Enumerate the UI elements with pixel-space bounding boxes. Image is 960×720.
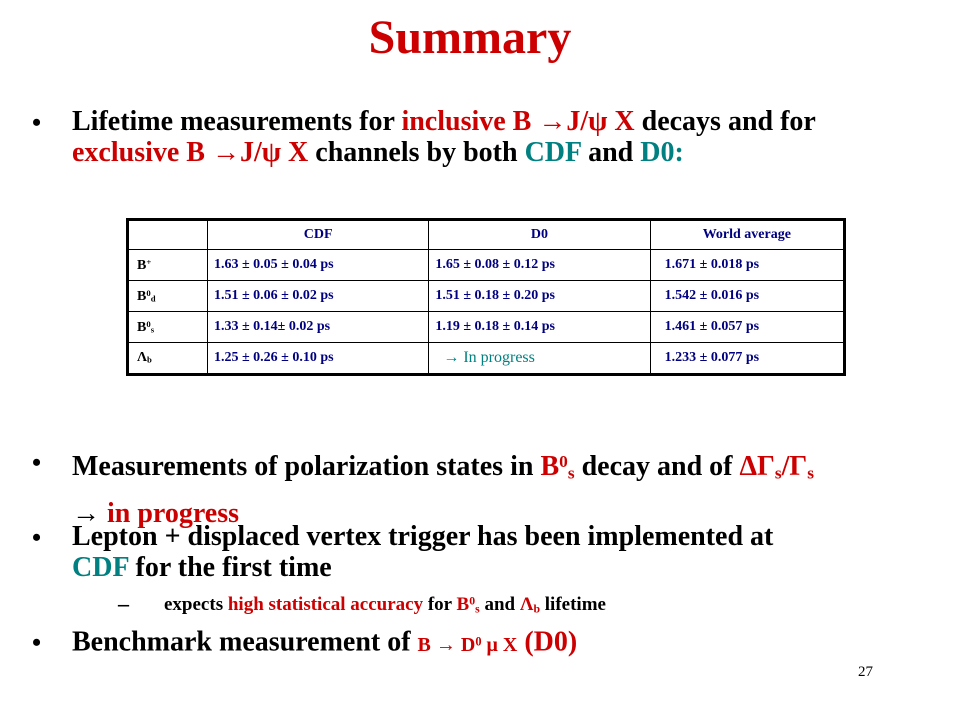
particle-symbol: B [137, 288, 147, 304]
d0-cell: 1.19 ± 0.18 ± 0.14 ps [429, 312, 650, 343]
cdf-cell: 1.63 ± 0.05 ± 0.04 ps [208, 250, 429, 281]
in-progress-text: in progress [107, 498, 239, 530]
world-cell: 1.671 ± 0.018 ps [650, 250, 844, 281]
b-sub: s [567, 463, 575, 483]
bullet-polarization [72, 446, 814, 529]
dg-sub: s [774, 463, 782, 483]
particle-sup: 0 [146, 287, 151, 298]
table-header-row [128, 220, 845, 250]
header-cell: World average [650, 220, 844, 250]
particle-sup: 0 [146, 318, 151, 329]
header-cell: D0 [429, 220, 650, 250]
inclusive-label: inclusive B [401, 106, 539, 137]
lambda-symbol: Λ [519, 594, 534, 615]
cdf-label: CDF [72, 552, 129, 583]
text: Lifetime measurements for [72, 106, 402, 137]
sub-bullet-accuracy [164, 594, 606, 616]
header-cell [128, 220, 208, 250]
text: decay and of [574, 450, 740, 482]
width-ratio [739, 451, 814, 482]
delta-gamma: ΔΓ [739, 450, 775, 482]
table-row [128, 312, 845, 343]
b0s-label [457, 594, 480, 615]
b-symbol: B [540, 450, 560, 482]
text: for [423, 594, 457, 615]
b-sub: s [475, 602, 480, 616]
page-number: 27 [858, 664, 873, 680]
slide-title: Summary [368, 11, 572, 64]
bullet-marker: • [32, 108, 42, 137]
cdf-cell: 1.33 ± 0.14± 0.02 ps [208, 312, 429, 343]
bullet-marker: • [32, 448, 42, 477]
lambda-sub: b [533, 602, 541, 616]
decay-jpsi: →J/ψ X [538, 106, 635, 137]
bullet-lifetime-measurements [72, 106, 816, 168]
particle-symbol: B [137, 319, 147, 335]
d0-label: D0: [640, 137, 684, 168]
accuracy-text: high statistical accuracy [227, 594, 424, 615]
bullet-marker: • [32, 628, 42, 657]
arrow-right-icon: → [72, 498, 100, 530]
bullet-benchmark [72, 626, 577, 661]
text: for the first time [128, 552, 332, 583]
decay-jpsi: →J/ψ X [212, 137, 309, 168]
particle-sub: d [150, 293, 156, 304]
text: Measurements of polarization states in [72, 450, 541, 482]
b-sup: 0 [559, 452, 568, 471]
particle-symbol: Λ [137, 350, 148, 365]
text: and [479, 594, 520, 615]
mu-x: μ X [481, 633, 518, 656]
world-cell: 1.461 ± 0.057 ps [650, 312, 844, 343]
b-sup: 0 [469, 594, 476, 608]
world-cell: 1.542 ± 0.016 ps [650, 281, 844, 312]
table-row [128, 343, 845, 375]
particle-symbol: B [137, 257, 147, 273]
b-symbol: B [456, 594, 470, 615]
decay-b [418, 634, 518, 656]
particle-label [128, 312, 208, 343]
lambda-b-label [520, 594, 540, 615]
d-sup: 0 [475, 634, 482, 648]
text: Benchmark measurement of [72, 626, 418, 658]
table-row [128, 281, 845, 312]
d0-cell: 1.51 ± 0.18 ± 0.20 ps [429, 281, 650, 312]
world-cell: 1.233 ± 0.077 ps [650, 343, 844, 375]
cdf-label: CDF [524, 137, 582, 168]
particle-sub: s [150, 324, 155, 335]
d0-label: (D0) [517, 626, 578, 658]
particle-sub: b [147, 354, 152, 365]
b-symbol: B [417, 633, 431, 656]
d0-cell [429, 343, 650, 375]
lifetime-table [126, 218, 846, 376]
text: Lepton + displaced vertex trigger has been implemented at [72, 521, 774, 552]
cdf-cell: 1.25 ± 0.26 ± 0.10 ps [208, 343, 429, 375]
arrow-right-icon: → [443, 349, 460, 366]
cdf-cell: 1.51 ± 0.06 ± 0.02 ps [208, 281, 429, 312]
b0s-label [540, 451, 574, 482]
d0-cell: 1.65 ± 0.08 ± 0.12 ps [429, 250, 650, 281]
text: decays and for [634, 106, 816, 137]
particle-sup: + [146, 256, 152, 267]
bullet-marker: • [32, 523, 42, 552]
header-cell: CDF [208, 220, 429, 250]
table-row [128, 250, 845, 281]
text: lifetime [540, 594, 606, 615]
text: and [581, 137, 641, 168]
g-sub: s [807, 463, 814, 483]
text: channels by both [308, 137, 525, 168]
gamma: /Γ [781, 450, 808, 482]
in-progress-text: In progress [463, 349, 535, 366]
arrow-d: → D [430, 633, 476, 656]
particle-label [128, 250, 208, 281]
bullet-trigger [72, 521, 773, 583]
exclusive-label: exclusive B [72, 137, 212, 168]
sub-bullet-marker: – [118, 591, 129, 616]
particle-label [128, 281, 208, 312]
text: expects [164, 594, 228, 615]
particle-label [128, 343, 208, 375]
